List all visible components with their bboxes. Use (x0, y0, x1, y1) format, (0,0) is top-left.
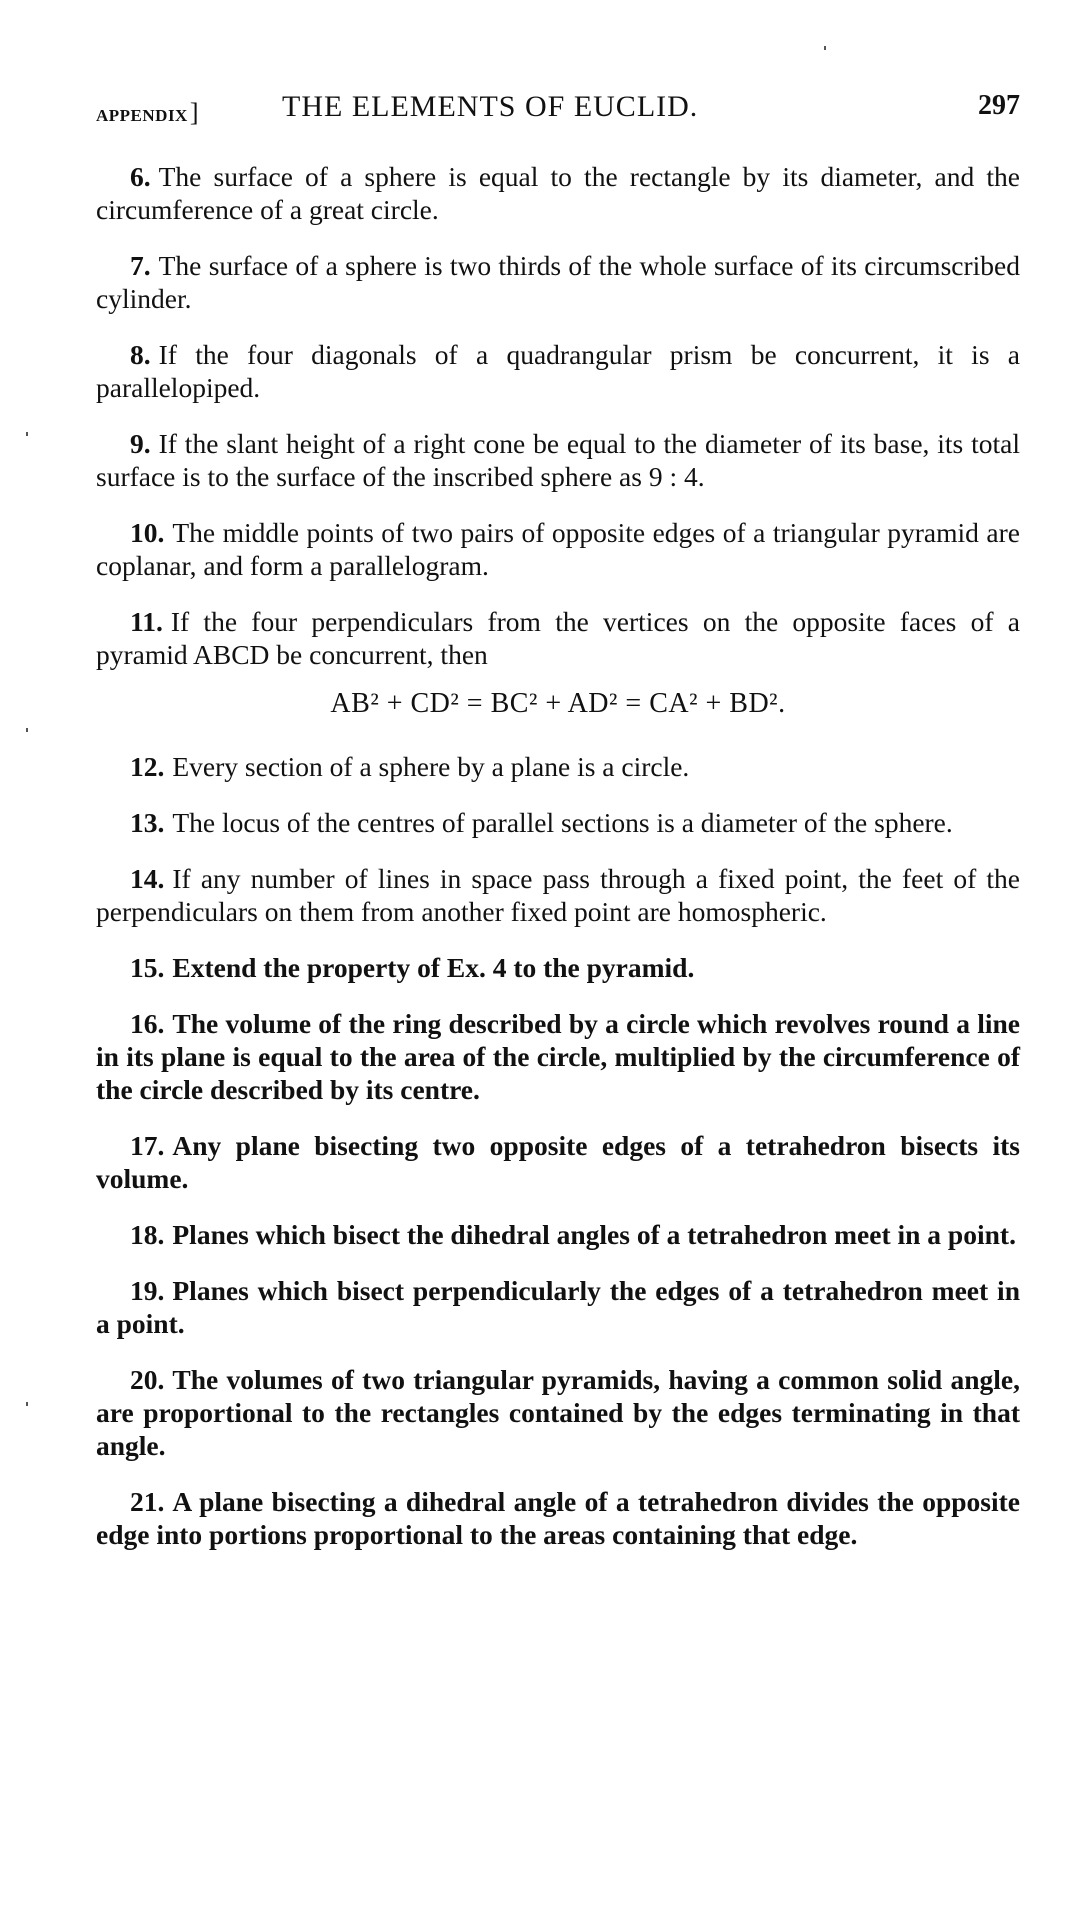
scan-speck (824, 46, 826, 50)
scan-speck (26, 1402, 28, 1406)
exercise-11-formula: AB² + CD² = BC² + AD² = CA² + BD². (330, 688, 786, 719)
exercise-9: 9. If the slant height of a right cone be equal to the diameter of its base, its total surface is to the surface of the inscribed sphere as 9 : 4. (96, 428, 1020, 492)
exercise-13: 13. The locus of the centres of parallel sections is a diameter of the sphere. (130, 807, 953, 838)
exercise-16: 16. The volume of the ring described by a circle which revolves round a line in its plane is equal to the area of the circle, multiplied by the circumference of the circle described by its centre. (96, 1008, 1020, 1105)
exercise-15: 15. Extend the property of Ex. 4 to the pyramid. (130, 952, 695, 983)
exercise-21: 21. A plane bisecting a dihedral angle of a tetrahedron divides the opposite edge into portions proportional to the areas containing that edge. (96, 1486, 1020, 1550)
page-title: THE ELEMENTS OF EUCLID. (282, 90, 699, 123)
scan-speck (26, 432, 28, 436)
running-header (96, 88, 1020, 128)
exercise-19: 19. Planes which bisect perpendicularly the edges of a tetrahedron meet in a point. (96, 1275, 1020, 1339)
exercise-17: 17. Any plane bisecting two opposite edges of a tetrahedron bisects its volume. (96, 1130, 1020, 1194)
exercise-8: 8. If the four diagonals of a quadrangular prism be concurrent, it is a parallelopiped. (96, 339, 1020, 403)
exercise-6: 6. The surface of a sphere is equal to the rectangle by its diameter, and the circumference of a great circle. (96, 161, 1020, 225)
page-number: 297 (978, 90, 1020, 121)
section-label: APPENDIX] (96, 98, 200, 127)
exercise-11: 11. If the four perpendiculars from the vertices on the opposite faces of a pyramid ABCD be concurrent, then (96, 606, 1020, 670)
exercise-12: 12. Every section of a sphere by a plane is a circle. (130, 751, 690, 782)
scan-speck (26, 728, 28, 732)
exercise-7: 7. The surface of a sphere is two thirds of the whole surface of its circumscribed cylinder. (96, 250, 1020, 314)
exercise-18: 18. Planes which bisect the dihedral angles of a tetrahedron meet in a point. (130, 1219, 1016, 1250)
exercise-list (96, 160, 1020, 1574)
exercise-20: 20. The volumes of two triangular pyramids, having a common solid angle, are proportional to the rectangles contained by the edges terminating in that angle. (96, 1364, 1020, 1461)
exercise-14: 14. If any number of lines in space pass through a fixed point, the feet of the perpendiculars on them from another fixed point are homospheric. (96, 863, 1020, 927)
exercise-10: 10. The middle points of two pairs of opposite edges of a triangular pyramid are coplanar, and form a parallelogram. (96, 517, 1020, 581)
